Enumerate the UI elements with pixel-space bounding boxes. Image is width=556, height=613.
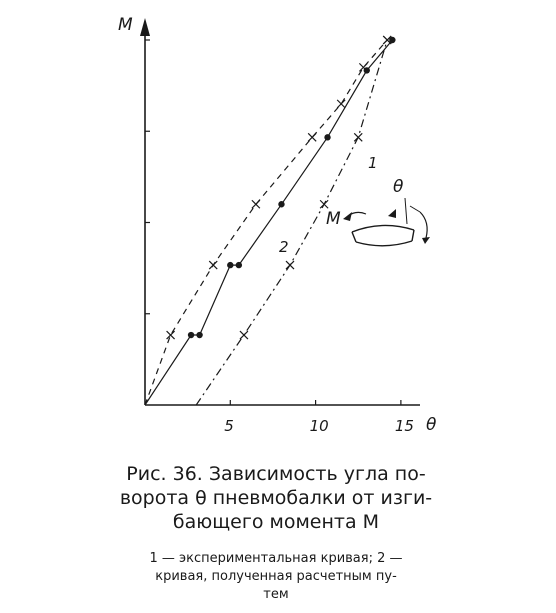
angle-marker xyxy=(388,209,396,218)
data-point-cross xyxy=(209,261,217,269)
legend-line: тем xyxy=(263,587,289,602)
angle-tick xyxy=(410,206,420,212)
data-point-cross xyxy=(240,331,248,339)
data-point-cross xyxy=(354,133,362,141)
caption-line: Рис. 36. Зависимость угла по- xyxy=(126,463,426,485)
beam-inset-diagram xyxy=(343,198,430,246)
x-axis-label: θ xyxy=(426,415,437,435)
beam-lower-edge xyxy=(356,241,412,246)
data-point-cross xyxy=(337,100,345,108)
caption-line: бающего момента M xyxy=(172,511,380,533)
data-point-dot xyxy=(364,67,370,73)
y-axis-arrowhead xyxy=(140,18,150,36)
beam-upper-edge xyxy=(352,225,414,232)
legend-line: 1 — экспериментальная кривая; 2 — xyxy=(149,551,403,566)
series-line-2 xyxy=(196,40,387,405)
data-point-cross xyxy=(320,200,328,208)
marker-layer xyxy=(167,36,396,339)
data-point-dot xyxy=(188,332,194,338)
curve-label-1: 1 xyxy=(368,154,378,172)
y-axis-label: M xyxy=(118,15,133,35)
moment-arrowhead xyxy=(343,212,352,221)
inset-angle-label: θ xyxy=(393,177,404,197)
caption-line: ворота θ пневмобалки от изги- xyxy=(119,487,433,509)
figure-caption xyxy=(96,462,456,534)
data-point-dot xyxy=(236,262,242,268)
beam-right-end xyxy=(412,230,414,241)
data-point-cross xyxy=(167,331,175,339)
beam-left-end xyxy=(352,232,356,242)
data-point-dot xyxy=(227,262,233,268)
curve-label-2: 2 xyxy=(279,238,289,256)
data-point-cross xyxy=(308,133,316,141)
x-tick-label: 15 xyxy=(394,417,414,435)
x-tick-label: 5 xyxy=(224,417,234,435)
legend-line: кривая, полученная расчетным пу- xyxy=(155,569,397,584)
moment-arrow-arc-right xyxy=(420,212,427,238)
data-point-cross xyxy=(286,261,294,269)
data-point-dot xyxy=(324,134,330,140)
inset-moment-label: M xyxy=(326,209,341,229)
axes xyxy=(140,18,420,435)
data-point-dot xyxy=(196,332,202,338)
data-point-dot xyxy=(278,201,284,207)
series-layer xyxy=(145,40,392,405)
figure-legend xyxy=(98,550,454,604)
data-point-dot xyxy=(389,37,395,43)
x-tick-label: 10 xyxy=(309,417,329,435)
data-point-cross xyxy=(252,200,260,208)
series-line-3 xyxy=(145,40,392,405)
moment-arrowhead-right xyxy=(422,237,430,244)
angle-reference-line xyxy=(405,198,407,224)
